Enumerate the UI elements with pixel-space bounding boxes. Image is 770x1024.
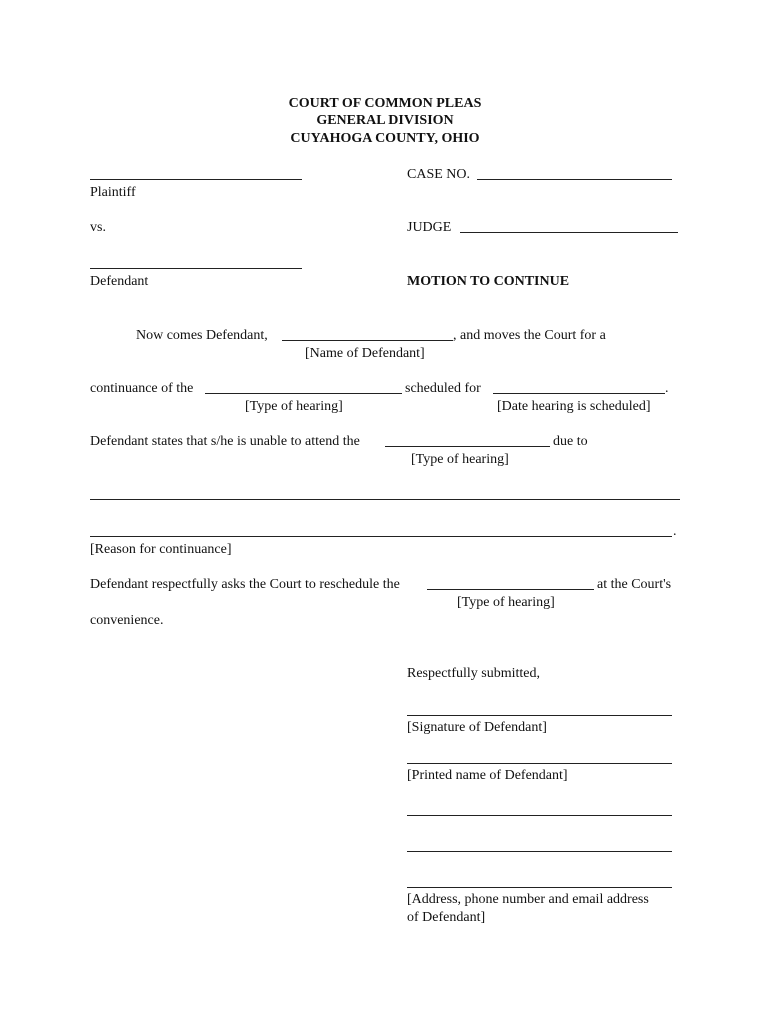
judge-blank[interactable]	[460, 232, 678, 233]
hint-type-of-hearing-1: [Type of hearing]	[245, 399, 343, 414]
case-no-label: CASE NO.	[407, 167, 471, 182]
hint-type-of-hearing-3: [Type of hearing]	[457, 595, 555, 610]
court-division: GENERAL DIVISION	[316, 113, 454, 128]
p2-start: continuance of the	[90, 381, 194, 396]
defendant-name-blank[interactable]	[90, 268, 302, 269]
p2-mid: scheduled for	[405, 381, 481, 396]
motion-title: MOTION TO CONTINUE	[407, 274, 570, 289]
reason-line-2[interactable]	[90, 536, 672, 537]
court-county: CUYAHOGA COUNTY, OHIO	[290, 131, 480, 146]
p4-end: at the Court's	[597, 577, 672, 592]
reason-line-1[interactable]	[90, 499, 680, 500]
respectfully-submitted: Respectfully submitted,	[407, 666, 540, 681]
p4-start: Defendant respectfully asks the Court to reschedule the	[90, 577, 400, 592]
defendant-label: Defendant	[90, 274, 149, 289]
hint-printed-name: [Printed name of Defendant]	[407, 768, 568, 783]
plaintiff-name-blank[interactable]	[90, 179, 302, 180]
address-line-3[interactable]	[407, 887, 672, 888]
p2-end: .	[665, 381, 669, 396]
hearing-type-field-3[interactable]	[427, 589, 594, 590]
defendant-name-field[interactable]	[282, 340, 453, 341]
hearing-date-field[interactable]	[493, 393, 665, 394]
signature-line[interactable]	[407, 715, 672, 716]
hint-address-1: [Address, phone number and email address	[407, 892, 649, 907]
hint-address-2: of Defendant]	[407, 910, 486, 925]
hint-name-of-defendant: [Name of Defendant]	[305, 346, 425, 361]
p1-end: , and moves the Court for a	[453, 328, 606, 343]
p1-start: Now comes Defendant,	[136, 328, 268, 343]
judge-label: JUDGE	[407, 220, 452, 235]
court-name: COURT OF COMMON PLEAS	[288, 96, 482, 111]
p4-continuation: convenience.	[90, 613, 164, 628]
address-line-2[interactable]	[407, 851, 672, 852]
hearing-type-field-2[interactable]	[385, 446, 550, 447]
reason-period: .	[673, 524, 677, 539]
p3-end: due to	[553, 434, 588, 449]
hint-date-hearing: [Date hearing is scheduled]	[497, 399, 651, 414]
vs-label: vs.	[90, 220, 106, 235]
plaintiff-label: Plaintiff	[90, 185, 136, 200]
hint-signature: [Signature of Defendant]	[407, 720, 547, 735]
address-line-1[interactable]	[407, 815, 672, 816]
hint-reason: [Reason for continuance]	[90, 542, 232, 557]
p3-start: Defendant states that s/he is unable to attend the	[90, 434, 360, 449]
printed-name-line[interactable]	[407, 763, 672, 764]
hearing-type-field-1[interactable]	[205, 393, 402, 394]
case-no-blank[interactable]	[477, 179, 672, 180]
hint-type-of-hearing-2: [Type of hearing]	[411, 452, 509, 467]
